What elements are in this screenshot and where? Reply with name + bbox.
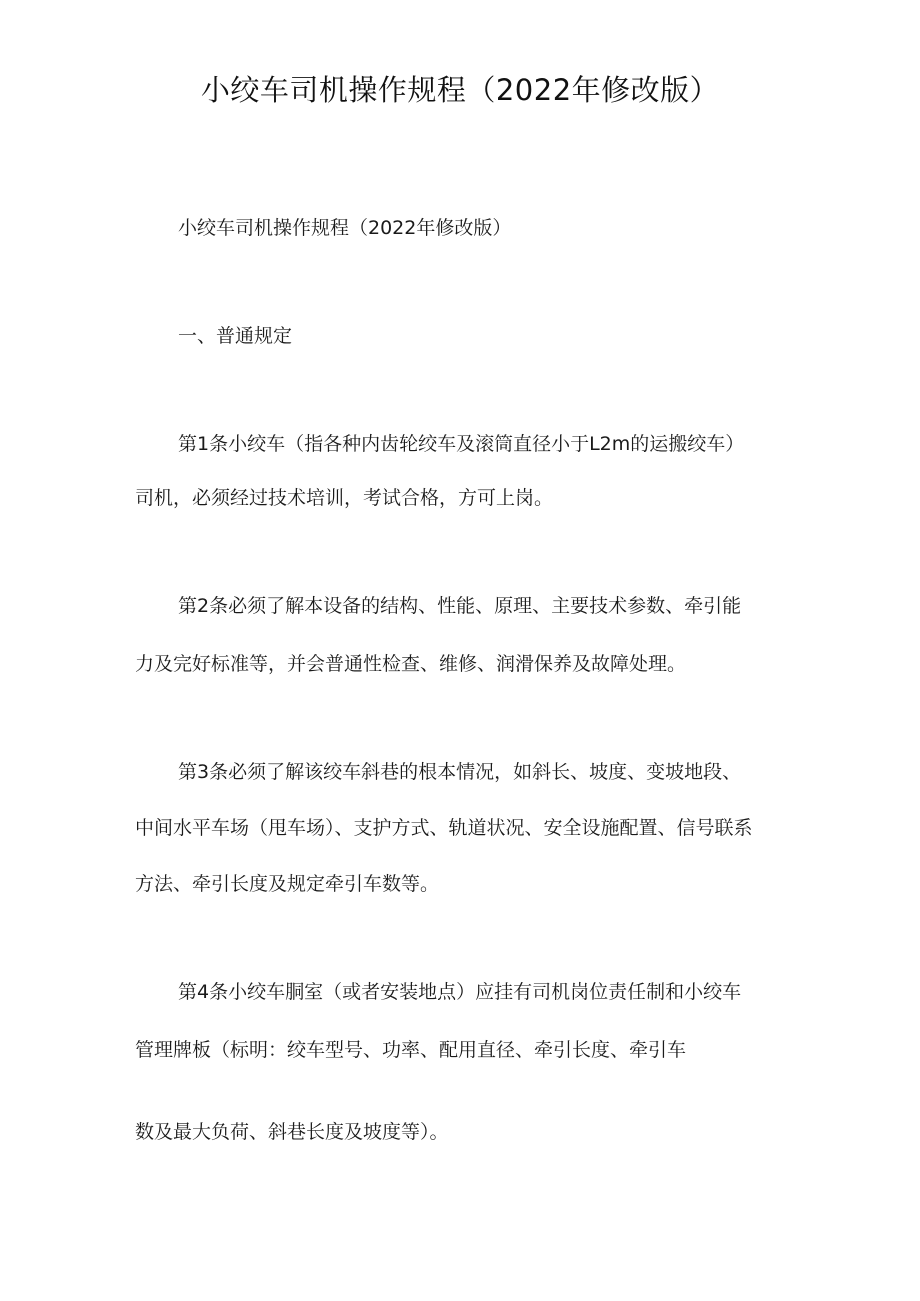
- article-2-line-1: 第2条必须了解本设备的结构、性能、原理、主要技术参数、牵引能: [178, 595, 742, 617]
- article-1-line-1: 第1条小绞车（指各种内齿轮绞车及滚筒直径小于L2m的运搬绞车）: [178, 433, 745, 455]
- article-4-line-2: 管理牌板（标明：绞车型号、功率、配用直径、牵引长度、牵引车: [135, 1039, 687, 1061]
- section-heading: 一、普通规定: [178, 325, 293, 347]
- article-1-line-2: 司机，必须经过技术培训，考试合格，方可上岗。: [135, 487, 554, 509]
- article-4-line-3: 数及最大负荷、斜巷长度及坡度等）。: [135, 1121, 449, 1143]
- document-subtitle: 小绞车司机操作规程（2022年修改版）: [178, 217, 512, 239]
- article-3-line-2: 中间水平车场（甩车场）、支护方式、轨道状况、安全设施配置、信号联系: [135, 817, 753, 839]
- document-title: 小绞车司机操作规程（2022年修改版）: [200, 73, 720, 107]
- article-4-line-1: 第4条小绞车胴室（或者安装地点）应挂有司机岗位责任制和小绞车: [178, 981, 742, 1003]
- article-3-line-3: 方法、牵引长度及规定牵引车数等。: [135, 873, 440, 895]
- article-3-line-1: 第3条必须了解该绞车斜巷的根本情况，如斜长、坡度、变坡地段、: [178, 761, 742, 783]
- article-2-line-2: 力及完好标准等，并会普通性检查、维修、润滑保养及故障处理。: [135, 653, 687, 675]
